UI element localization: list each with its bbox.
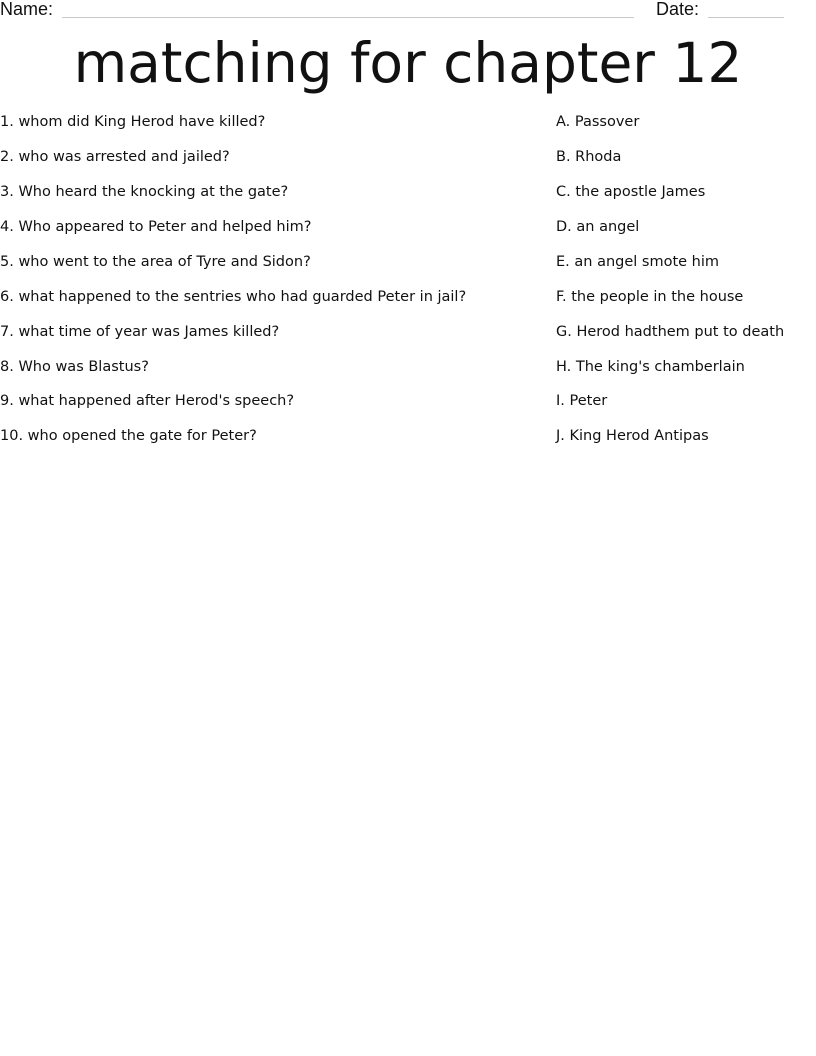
answer-item: E. an angel smote him <box>556 254 720 270</box>
question-item: 7. what time of year was James killed? <box>0 324 280 340</box>
question-item: 8. Who was Blastus? <box>0 359 149 375</box>
name-blank-line <box>62 17 634 18</box>
worksheet-header <box>0 0 816 24</box>
question-item: 2. who was arrested and jailed? <box>0 149 230 165</box>
question-item: 10. who opened the gate for Peter? <box>0 428 257 444</box>
date-blank-line <box>708 17 784 18</box>
question-item: 1. whom did King Herod have killed? <box>0 114 266 130</box>
answer-item: B. Rhoda <box>556 149 622 165</box>
answer-item: C. the apostle James <box>556 184 706 200</box>
answer-item: H. The king's chamberlain <box>556 359 745 375</box>
question-item: 9. what happened after Herod's speech? <box>0 393 295 409</box>
answer-list <box>556 112 814 461</box>
page-title: matching for chapter 12 <box>73 31 743 95</box>
question-item: 3. Who heard the knocking at the gate? <box>0 184 289 200</box>
question-item: 6. what happened to the sentries who had guarded Peter in jail? <box>0 289 467 305</box>
answer-item: I. Peter <box>556 393 608 409</box>
question-item: 5. who went to the area of Tyre and Sidon? <box>0 254 311 270</box>
answer-item: A. Passover <box>556 114 640 130</box>
date-label: Date: <box>656 0 700 19</box>
name-label: Name: <box>0 0 54 19</box>
question-item: 4. Who appeared to Peter and helped him? <box>0 219 312 235</box>
answer-item: G. Herod hadthem put to death <box>556 324 785 340</box>
question-list <box>0 112 540 461</box>
answer-item: F. the people in the house <box>556 289 744 305</box>
answer-item: D. an angel <box>556 219 640 235</box>
answer-item: J. King Herod Antipas <box>556 428 709 444</box>
